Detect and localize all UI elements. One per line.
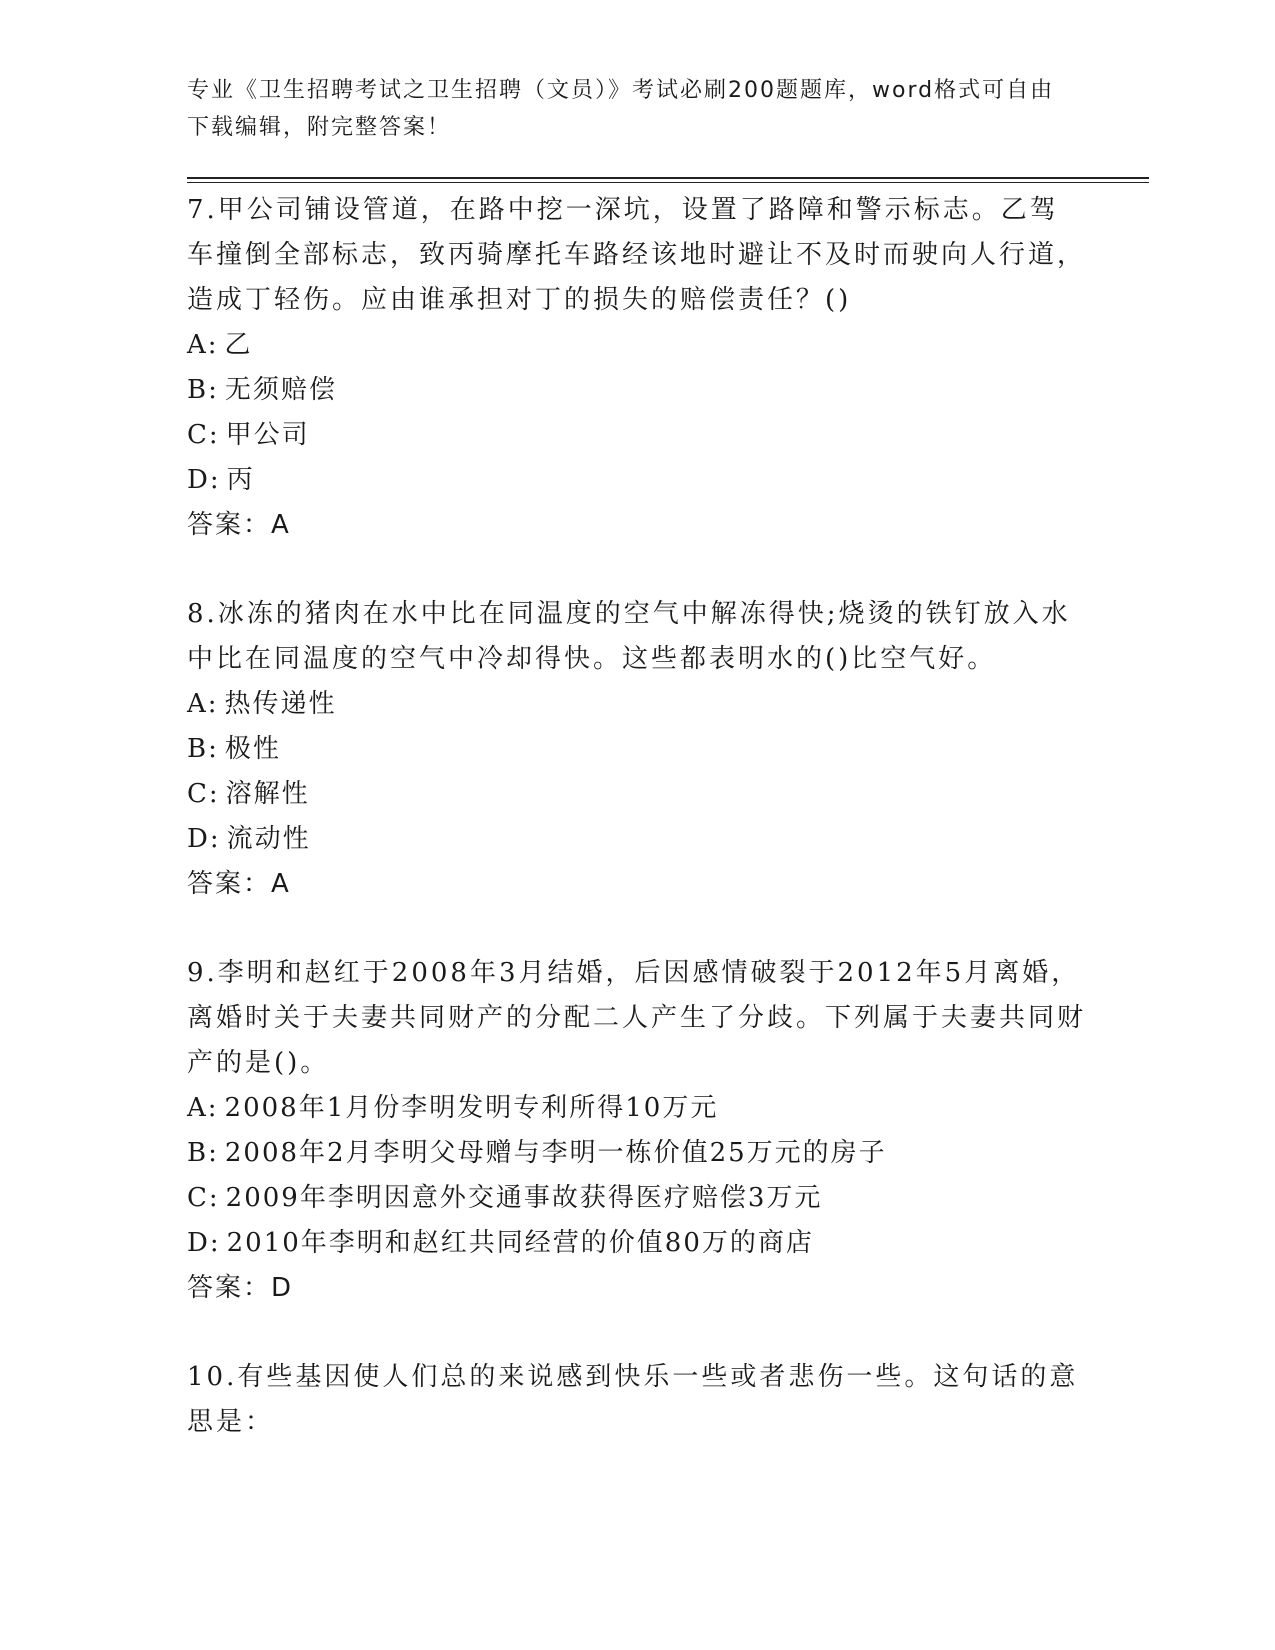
document-intro: 专业《卫生招聘考试之卫生招聘（文员）》考试必刷200题题库，word格式可自由下载编辑，附完整答案！: [187, 78, 1055, 140]
option-b: [187, 368, 1087, 413]
option-c: [187, 413, 1087, 458]
answer-line: 答案：D: [187, 1273, 294, 1303]
question-text: 8.冰冻的猪肉在水中比在同温度的空气中解冻得快;烧烫的铁钉放入水中比在同温度的空气中冷却得快。这些都表明水的()比空气好。: [187, 599, 1071, 674]
option-b: [187, 1131, 1087, 1176]
option-letter: A:: [187, 689, 219, 719]
question-9: [187, 951, 1087, 1311]
option-text: 极性: [224, 734, 281, 764]
question-list: [187, 188, 1087, 1489]
option-a: [187, 1086, 1087, 1131]
option-letter: B:: [187, 1138, 219, 1168]
option-text: 甲公司: [225, 420, 310, 450]
option-letter: C:: [187, 1183, 220, 1213]
option-letter: D:: [187, 1228, 221, 1258]
question-8: [187, 592, 1087, 907]
option-letter: C:: [187, 779, 220, 809]
option-text: 2010年李明和赵红共同经营的价值80万的商店: [226, 1228, 814, 1258]
question-text: 10.有些基因使人们总的来说感到快乐一些或者悲伤一些。这句话的意思是：: [187, 1362, 1079, 1437]
option-text: 2008年2月李明父母赠与李明一栋价值25万元的房子: [224, 1138, 887, 1168]
answer-line: 答案：A: [187, 510, 291, 540]
option-text: 流动性: [226, 824, 311, 854]
option-text: 丙: [226, 465, 255, 495]
question-10: [187, 1355, 1087, 1445]
option-letter: C:: [187, 420, 220, 450]
option-d: [187, 817, 1087, 862]
option-text: 无须赔偿: [224, 375, 337, 405]
header-divider: [187, 177, 1149, 183]
option-letter: B:: [187, 734, 219, 764]
option-a: [187, 323, 1087, 368]
option-letter: A:: [187, 1093, 219, 1123]
option-letter: D:: [187, 824, 221, 854]
question-text: 7.甲公司铺设管道，在路中挖一深坑，设置了路障和警示标志。乙驾车撞倒全部标志，致丙骑摩托车路经该地时避让不及时而驶向人行道，造成丁轻伤。应由谁承担对丁的损失的赔偿责任？(): [187, 195, 1087, 315]
option-text: 热传递性: [224, 689, 337, 719]
option-c: [187, 1176, 1087, 1221]
option-d: [187, 1221, 1087, 1266]
option-text: 溶解性: [225, 779, 310, 809]
option-text: 乙: [224, 330, 253, 360]
option-letter: D:: [187, 465, 221, 495]
option-letter: B:: [187, 375, 219, 405]
option-text: 2009年李明因意外交通事故获得医疗赔偿3万元: [225, 1183, 823, 1213]
option-d: [187, 458, 1087, 503]
option-c: [187, 772, 1087, 817]
question-7: [187, 188, 1087, 548]
option-letter: A:: [187, 330, 219, 360]
question-text: 9.李明和赵红于2008年3月结婚，后因感情破裂于2012年5月离婚，离婚时关于夫妻共同财产的分配二人产生了分歧。下列属于夫妻共同财产的是()。: [187, 958, 1087, 1078]
option-b: [187, 727, 1087, 772]
option-a: [187, 682, 1087, 727]
option-text: 2008年1月份李明发明专利所得10万元: [224, 1093, 719, 1123]
answer-line: 答案：A: [187, 869, 291, 899]
